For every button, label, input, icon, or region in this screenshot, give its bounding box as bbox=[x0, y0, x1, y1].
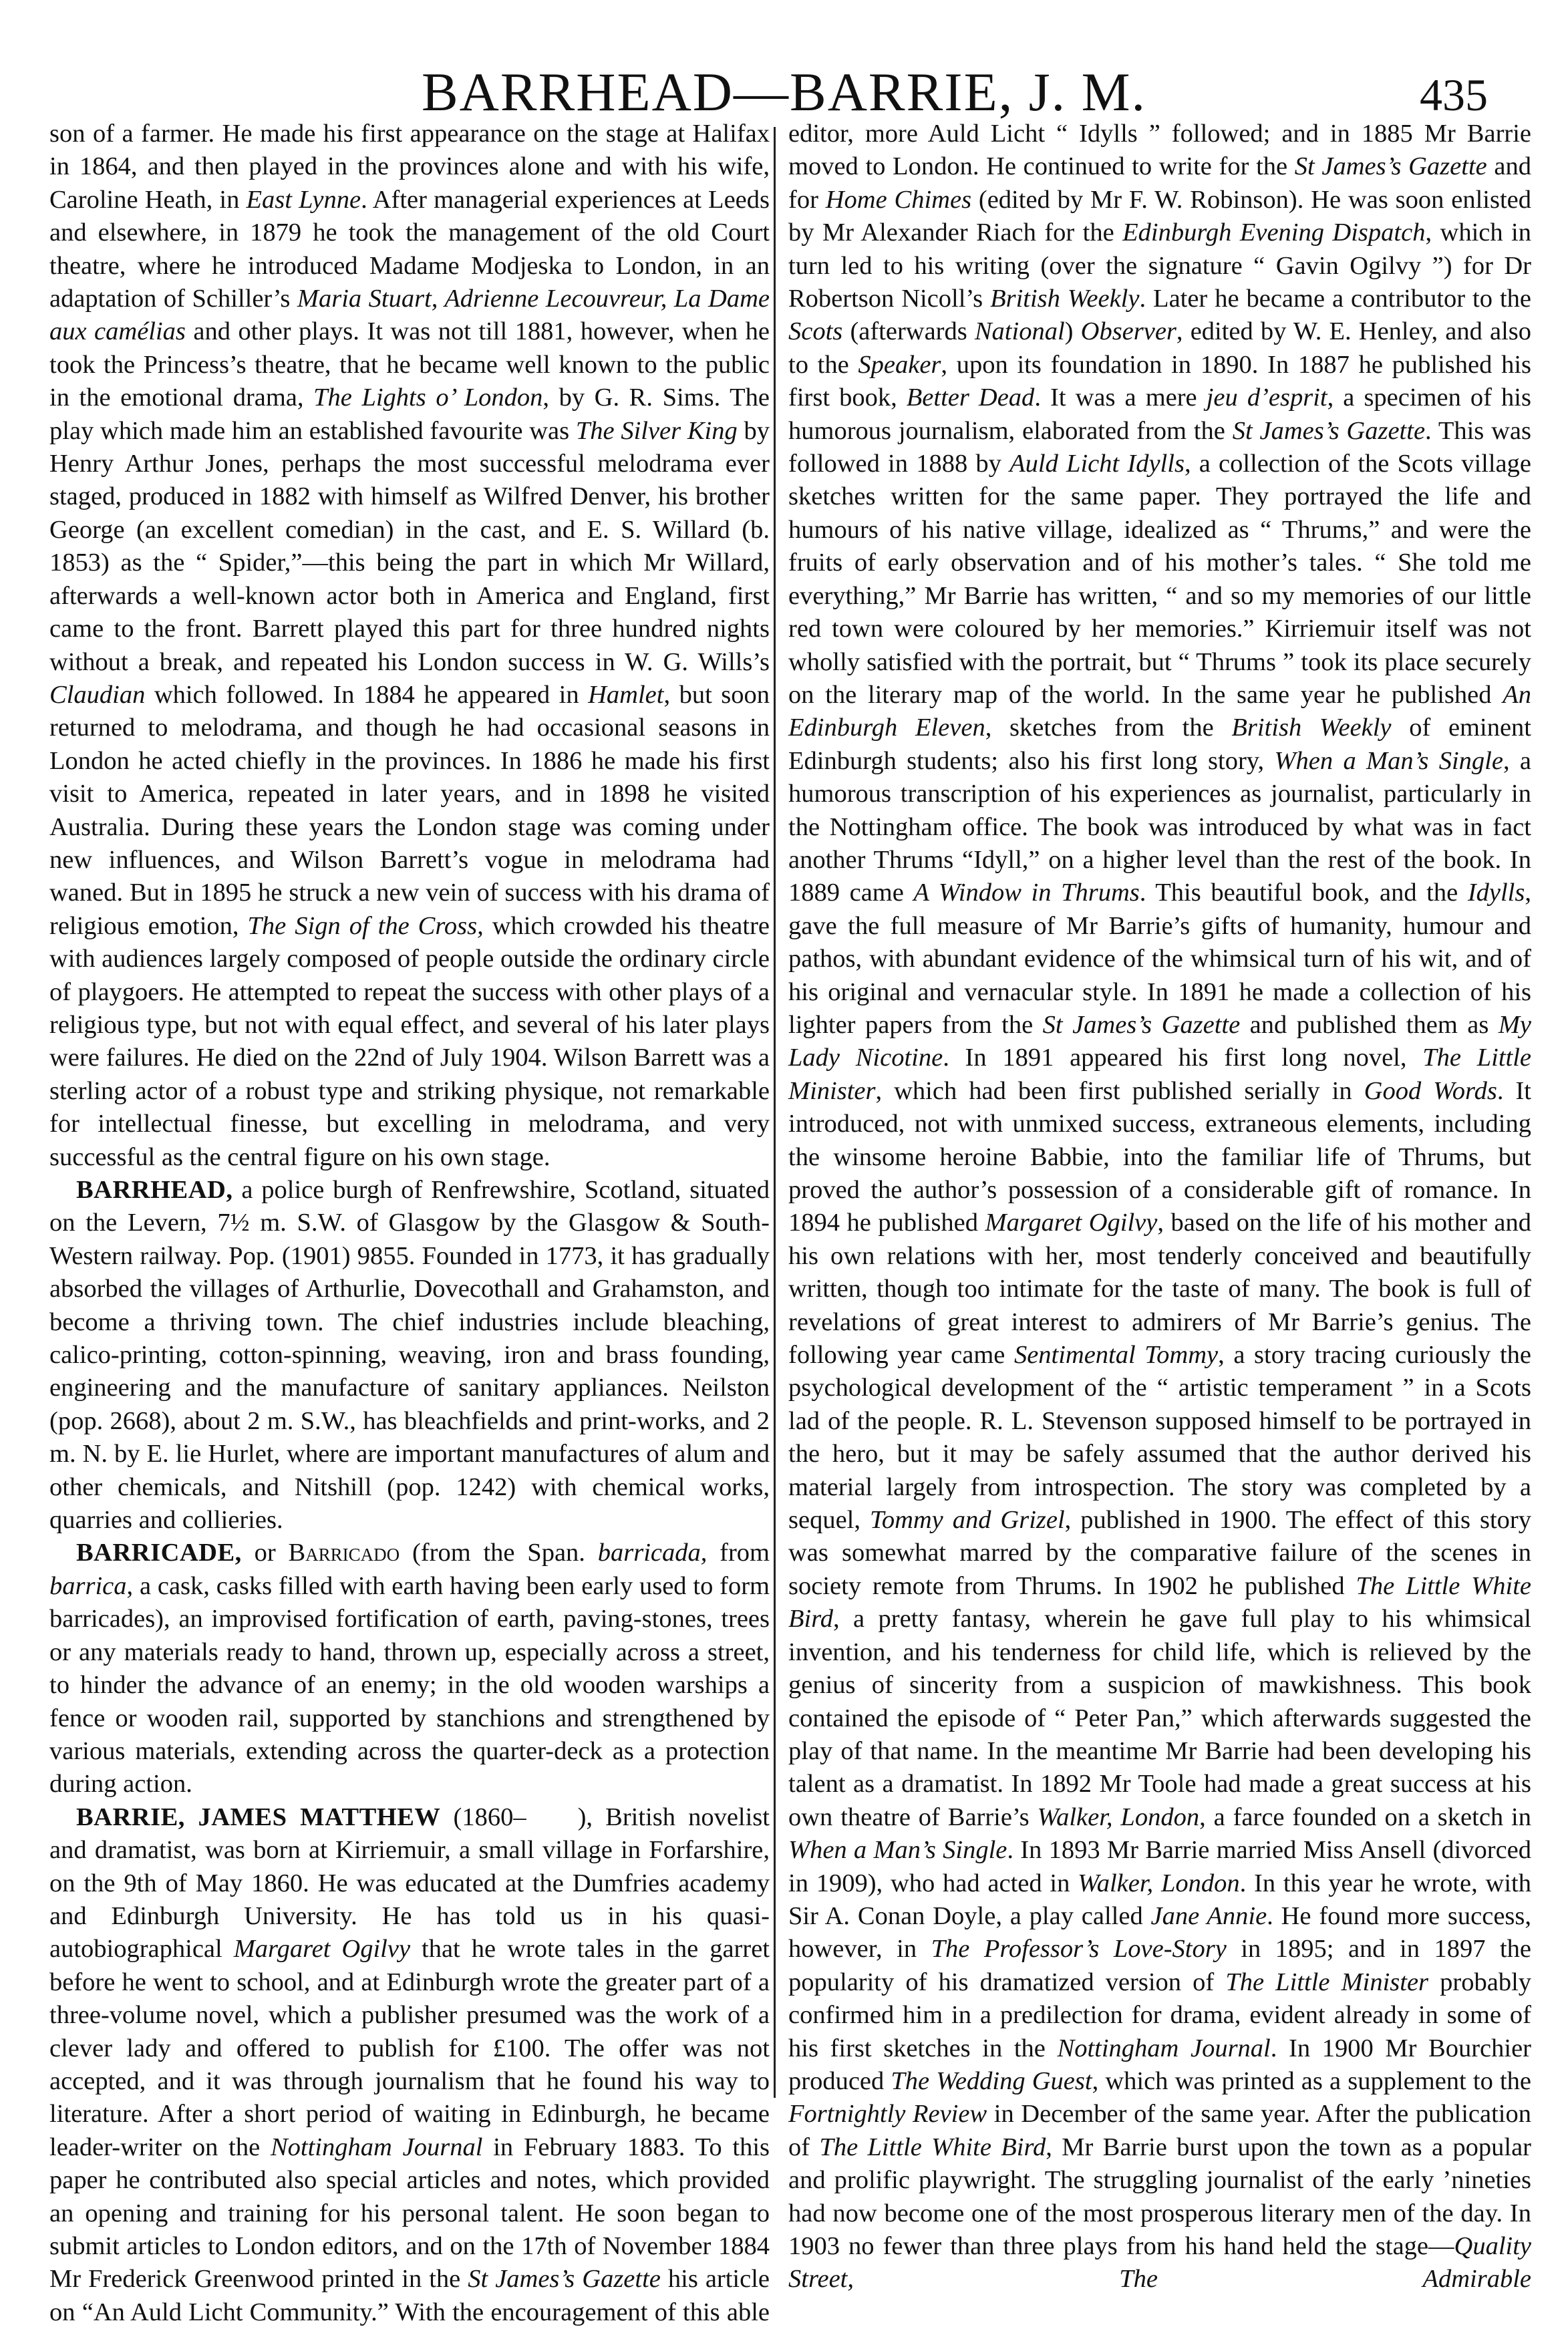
column-right bbox=[788, 118, 1531, 2296]
italic-title: Margaret Ogilvy bbox=[985, 1209, 1158, 1237]
italic-title: The Silver King bbox=[575, 416, 738, 445]
encyclopedia-entry-paragraph: BARRIE, JAMES MATTHEW (1860– ), British novelist and dramatist, was born at Kirriemuir, a small village in Forfarshire, on the 9th of May 1860. He was educated at the Dumfries academy and Edinburgh University. He has told us in his quasi-autobiographical Margaret Ogilvy that he wrote tales in the garret before he went to school, and at Edinburgh wrote the greater part of a three-volume novel, which a publisher presumed was the work of a clever lady and offered to publish for £100. The offer was not accepted, and it was through journalism that he found his way to literature. After a short period of waiting in Edinburgh, he became leader-writer on the Nottingham Journal in February 1883. To this paper he contributed also special articles and notes, which provided an opening and training for his personal talent. He soon began to submit articles to London editors, and on the 17th of November 1884 Mr Frederick Greenwood printed in the St James’s Gazette his article on “An Auld Licht Community.” With the encouragement of this able bbox=[49, 1803, 770, 2326]
column-divider bbox=[774, 127, 776, 2098]
italic-title: Edinburgh Evening Dispatch bbox=[1122, 218, 1426, 247]
italic-title: Sentimental Tommy bbox=[1013, 1341, 1219, 1370]
italic-title: Speaker bbox=[858, 350, 941, 379]
italic-title: Observer bbox=[1080, 317, 1177, 346]
entry-headword: BARRHEAD, bbox=[76, 1176, 233, 1204]
italic-title: Walker, London bbox=[1078, 1869, 1240, 1897]
page-number: 435 bbox=[1420, 69, 1488, 120]
italic-title: The Sign of the Cross, bbox=[247, 911, 484, 940]
column-left bbox=[49, 118, 770, 2329]
italic-title: Good Words bbox=[1364, 1076, 1497, 1105]
italic-title: Margaret Ogilvy bbox=[233, 1935, 411, 1964]
italic-title: St James’s Gazette bbox=[468, 2265, 661, 2294]
entry-headword: BARRIE, JAMES MATTHEW bbox=[76, 1803, 441, 1831]
italic-title: Walker, London bbox=[1037, 1803, 1200, 1831]
italic-title: When a Man’s Single bbox=[788, 1836, 1007, 1865]
entry-headword: BARRICADE, bbox=[76, 1539, 242, 1567]
italic-title: Quality Street, The Admirable bbox=[788, 2232, 1531, 2294]
italic-title: Jane Annie bbox=[1150, 1901, 1267, 1930]
italic-title: A Window in Thrums bbox=[913, 879, 1140, 907]
italic-title: Idylls bbox=[1467, 879, 1525, 907]
italic-title: Nottingham Journal bbox=[270, 2133, 483, 2161]
encyclopedia-entry-paragraph: BARRHEAD, a police burgh of Renfrewshire, Scotland, situated on the Levern, 7½ m. S.W. of Glasgow by the Glasgow & South-Western railway. Pop. (1901) 9855. Founded in 1773, it has gradually absorbed the villages of Arthurlie, Dovecothall and Grahamston, and become a thriving town. The chief industries include bleaching, calico-printing, cotton-spinning, weaving, iron and brass founding, engineering and the manufacture of sanitary appliances. Neilston (pop. 2668), about 2 m. S.W., has bleachfields and print-works, and 2 m. N. by E. lie Hurlet, where are important manufactures of alum and other chemicals, and Nitshill (pop. 1242) with chemical works, quarries and collieries. bbox=[49, 1176, 770, 1535]
italic-title: East Lynne bbox=[246, 185, 361, 214]
continued-paragraph: son of a farmer. He made his first appearance on the stage at Halifax in 1864, and then played in the provinces alone and with his wife, Caroline Heath, in East Lynne. After managerial experiences at Leeds and elsewhere, in 1879 he took the management of the old Court theatre, where he introduced Madame Modjeska to London, in an adaptation of Schiller’s Maria Stuart, Adrienne Lecouvreur, La Dame aux camélias and other plays. It was not till 1881, however, when he took the Princess’s theatre, that he became well known to the public in the emotional drama, The Lights o’ London, by G. R. Sims. The play which made him an established favourite was The Silver King by Henry Arthur Jones, perhaps the most successful melodrama ever staged, produced in 1882 with himself as Wilfred Denver, his brother George (an excellent comedian) in the cast, and E. S. Willard (b. 1853) as the “ Spider,”—this being the part in which Mr Willard, afterwards a well-known actor both in America and England, first came to the front. Barrett played this part for three hundred nights without a break, and repeated his London success in W. G. Wills’s Claudian which followed. In 1884 he appeared in Hamlet, but soon returned to melodrama, and though he had occasional seasons in London he acted chiefly in the provinces. In 1886 he made his first visit to America, repeated in later years, and in 1898 he visited Australia. During these years the London stage was coming under new influences, and Wilson Barrett’s vogue in melodrama had waned. But in 1895 he struck a new vein of success with his drama of religious emotion, The Sign of the Cross, which crowded his theatre with audiences largely composed of people outside the ordinary circle of playgoers. He attempted to repeat the success with other plays of a religious type, but not with equal effect, and several of his later plays were failures. He died on the 22nd of July 1904. Wilson Barrett was a sterling actor of a robust type and striking physique, not remarkable for intellectual finesse, but excelling in melodrama, and very successful as the central figure on his own stage. bbox=[49, 120, 770, 1171]
italic-title: When a Man’s Single bbox=[1274, 746, 1503, 775]
italic-title: St James’s Gazette bbox=[1294, 152, 1487, 181]
italic-title: My Lady Nicotine bbox=[788, 1010, 1531, 1072]
italic-title: The Little White Bird bbox=[788, 1571, 1531, 1634]
italic-title: National bbox=[974, 317, 1065, 346]
italic-title: Maria Stuart, Adrienne Lecouvreur, La Dame aux camélias bbox=[49, 285, 770, 346]
italic-title: British Weekly bbox=[1231, 714, 1392, 742]
italic-title: barrica bbox=[49, 1571, 127, 1600]
italic-title: St James’s Gazette bbox=[1042, 1010, 1241, 1039]
encyclopedia-entry-paragraph: BARRICADE, or Barricado (from the Span. barricada, from barrica, a cask, casks filled with earth having been early used to form barricades), an improvised fortification of earth, paving-stones, trees or any materials ready to hand, thrown up, especially across a street, to hinder the advance of an enemy; in the old wooden warships a fence or wooden rail, supported by stanchions and strengthened by various materials, extending across the quarter-deck as a protection during action. bbox=[49, 1539, 770, 1799]
italic-title: An Edinburgh Eleven bbox=[788, 680, 1531, 742]
italic-title: jeu d’esprit bbox=[1206, 383, 1327, 412]
italic-title: Auld Licht Idylls bbox=[1009, 450, 1185, 478]
italic-title: Home Chimes bbox=[825, 185, 972, 214]
italic-title: Claudian bbox=[49, 680, 146, 709]
italic-title: Better Dead bbox=[906, 383, 1035, 412]
italic-title: The Lights o’ London bbox=[313, 383, 543, 412]
italic-title: Hamlet bbox=[588, 680, 664, 709]
italic-title: The Little White Bird bbox=[819, 2133, 1046, 2161]
italic-title: barricada, bbox=[597, 1539, 708, 1567]
italic-title: The Professor’s Love-Story bbox=[931, 1935, 1227, 1964]
italic-title: The Little Minister bbox=[1225, 1968, 1429, 1996]
italic-title: Tommy and Grizel bbox=[869, 1506, 1065, 1535]
italic-title: The Little Minister bbox=[788, 1044, 1532, 1105]
italic-title: British Weekly bbox=[990, 285, 1140, 313]
page-title: BARRHEAD—BARRIE, J. M. bbox=[421, 61, 1147, 122]
continued-paragraph: editor, more Auld Licht “ Idylls ” followed; and in 1885 Mr Barrie moved to London. He continued to write for the St James’s Gazette and for Home Chimes (edited by Mr F. W. Robinson). He was soon enlisted by Mr Alexander Riach for the Edinburgh Evening Dispatch, which in turn led to his writing (over the signature “ Gavin Ogilvy ”) for Dr Robertson Nicoll’s British Weekly. Later he became a contributor to the Scots (afterwards National) Observer, edited by W. E. Henley, and also to the Speaker, upon its foundation in 1890. In 1887 he published his first book, Better Dead. It was a mere jeu d’esprit, a specimen of his humorous journalism, elaborated from the St James’s Gazette. This was followed in 1888 by Auld Licht Idylls, a collection of the Scots village sketches written for the same paper. They portrayed the life and humours of his native village, idealized as “ Thrums,” and were the fruits of early observation and of his mother’s tales. “ She told me everything,” Mr Barrie has written, “ and so my memories of our little red town were coloured by her memories.” Kirriemuir itself was not wholly satisfied with the portrait, but “ Thrums ” took its place securely on the literary map of the world. In the same year he published An Edinburgh Eleven, sketches from the British Weekly of eminent Edinburgh students; also his first long story, When a Man’s Single, a humorous transcription of his experiences as journalist, particularly in the Nottingham office. The book was introduced by what was in fact another Thrums “Idyll,” on a higher level than the rest of the book. In 1889 came A Window in Thrums. This beautiful book, and the Idylls, gave the full measure of Mr Barrie’s gifts of humanity, humour and pathos, with abundant evidence of the whimsical turn of his wit, and of his original and vernacular style. In 1891 he made a collection of his lighter papers from the St James’s Gazette and published them as My Lady Nicotine. In 1891 appeared his first long novel, The Little Minister, which had been first published serially in Good Words. It introduced, not with unmixed success, extraneous elements, including the winsome heroine Babbie, into the familiar life of Thrums, but proved the author’s possession of a considerable gift of romance. In 1894 he published Margaret Ogilvy, based on the life of his mother and his own relations with her, most tenderly conceived and beautifully written, though too intimate for the taste of many. The book is full of revelations of great interest to admirers of Mr Barrie’s genius. The following year came Sentimental Tommy, a story tracing curiously the psychological development of the “ artistic temperament ” in a Scots lad of the people. R. L. Stevenson supposed himself to be portrayed in the hero, but it may be safely assumed that the author derived his material largely from introspection. The story was completed by a sequel, Tommy and Grizel, published in 1900. The effect of this story was somewhat marred by the comparative failure of the scenes in society remote from Thrums. In 1902 he published The Little White Bird, a pretty fantasy, wherein he gave full play to his whimsical invention, and his tenderness for child life, which is relieved by the genius of sincerity from a suspicion of mawkishness. This book contained the episode of “ Peter Pan,” which afterwards suggested the play of that name. In the meantime Mr Barrie had been developing his talent as a dramatist. In 1892 Mr Toole had made a great success at his own theatre of Barrie’s Walker, London, a farce founded on a sketch in When a Man’s Single. In 1893 Mr Barrie married Miss Ansell (divorced in 1909), who had acted in Walker, London. In this year he wrote, with Sir A. Conan Doyle, a play called Jane Annie. He found more success, however, in The Professor’s Love-Story in 1895; and in 1897 the popularity of his dramatized version of The Little Minister probably confirmed him in a predilection for drama, evident already in some of his first sketches in the Nottingham Journal. In 1900 Mr Bourchier produced The Wedding Guest, which was printed as a supplement to the Fortnightly Review in December of the same year. After the publication of The Little White Bird, Mr Barrie burst upon the town as a popular and prolific playwright. The struggling journalist of the early ’nineties had now become one of the most prosperous literary men of the day. In 1903 no fewer than three plays from his hand held the stage—Quality Street, The Admirable bbox=[788, 120, 1532, 2294]
running-header bbox=[0, 59, 1568, 126]
italic-title: The Wedding Guest bbox=[891, 2066, 1092, 2095]
italic-title: St James’s Gazette bbox=[1232, 416, 1426, 445]
small-caps-variant: Barricado bbox=[288, 1539, 400, 1567]
italic-title: Fortnightly Review bbox=[788, 2100, 987, 2129]
italic-title: Scots bbox=[788, 317, 843, 346]
italic-title: Nottingham Journal bbox=[1057, 2034, 1271, 2062]
